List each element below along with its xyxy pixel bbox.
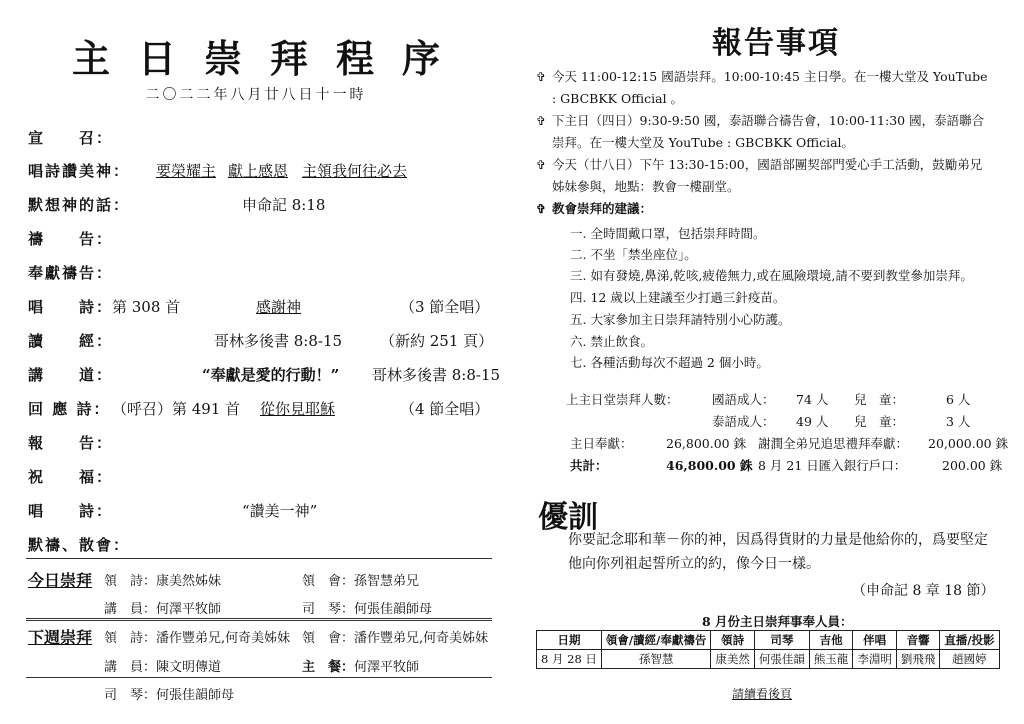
stat-value: 46,800.00 銖 [666,458,753,473]
table-cell: 何張佳韻 [754,650,809,669]
page-note: （新約 251 頁） [380,332,494,350]
program-item-meditation [28,194,498,218]
item-label: 奉獻禱告： [28,264,114,282]
role-person: 潘作豐弟兄,何奇美姊妹 [354,631,489,646]
item-label: 默想神的話： [28,196,131,214]
stat-label: 泰語成人： [712,414,775,429]
item-label: 講 道： [28,366,114,384]
rule-item: 四. 12 歲以上建議至少打過三針疫苗。 [570,290,786,305]
program-item-call [28,127,498,151]
rule-item: 六. 禁止飲食。 [570,334,653,349]
stat-value: 49 人 [796,414,829,429]
next-week-row [28,656,498,678]
divider [26,558,492,559]
motto-title: 優訓 [538,500,598,535]
song-title: 要榮耀主 [156,162,217,180]
duty-heading: 8 月份主日崇拜事奉人員： [702,614,853,629]
cross-icon: ✞ [536,158,547,172]
this-week-row [28,598,498,620]
item-label: 報 告： [28,434,114,452]
item-label: 默禱、散會： [28,536,131,554]
table-row [537,650,1000,669]
rule-item: 二. 不坐「禁坐座位」。 [570,247,697,262]
role-label: 司 琴： [104,688,157,703]
program-item-praise [28,160,498,184]
table-cell: 劉飛飛 [896,650,940,669]
item-label: 宣 召： [28,129,114,147]
table-header: 音響 [896,631,940,650]
motto-verse: 你要記念耶和華－你的神，因爲得貨財的力量是他給你的，爲要堅定他向你列祖起誓所立的約，像今日一樣。 [568,532,988,572]
item-label: 祝 福： [28,468,114,486]
item-label: 禱 告： [28,230,114,248]
verse-note: （3 節全唱） [400,298,490,316]
cross-icon: ✞ [536,114,547,128]
song-title: 從你見耶穌 [260,400,336,418]
item-label: 讀 經： [28,332,114,350]
notice-item [536,66,992,110]
item-label: 唱 詩： [28,298,114,316]
stat-value: 3 人 [946,414,971,429]
scripture-ref: 哥林多後書 8:8-15 [214,332,343,350]
role-person: 何張佳韻師母 [156,688,235,703]
continue-note: 請續看後頁 [732,687,793,701]
stat-label: 謝潤全弟兄追思禮拜奉獻： [758,436,909,451]
divider [26,677,492,678]
hymn-number: （呼召）第 491 首 [112,400,241,418]
stat-value: 20,000.00 銖 [928,436,1009,451]
table-header: 司琴 [754,631,809,650]
stat-label: 8 月 21 日匯入銀行戶口： [758,458,907,473]
program-title: 主日崇拜程序 [71,36,468,81]
next-week-row [28,627,498,649]
item-label: 唱 詩： [28,502,114,520]
table-header: 伴唱 [853,631,897,650]
next-week-title: 下週崇拜 [28,628,93,647]
program-item-sermon [28,364,501,388]
role-person: 康美然姊妹 [156,574,222,589]
stat-value: 6 人 [946,392,971,407]
verse-note: （4 節全唱） [400,400,490,418]
table-cell: 孫智慧 [601,650,710,669]
song-title: 感謝神 [256,298,302,316]
table-cell: 8 月 28 日 [537,650,602,669]
role-person: 潘作豐弟兄,何奇美姊妹 [156,631,291,646]
notices-panel [512,0,1024,724]
stat-label: 國語成人： [712,392,775,407]
stat-value: 74 人 [796,392,829,407]
program-item-blessing [28,466,498,490]
role-person: 陳文明傳道 [156,660,222,675]
role-label: 領 詩： [104,574,157,589]
role-person: 何澤平牧師 [156,602,222,617]
program-item-prayer [28,228,498,252]
table-header: 日期 [537,631,602,650]
rules-title: 教會崇拜的建議： [552,201,653,216]
stat-label: 共計： [570,458,608,473]
next-week-row [28,684,498,706]
role-label: 領 會： [302,574,355,589]
stat-value: 26,800.00 銖 [666,436,747,451]
scripture-ref: 申命記 8:18 [242,196,326,214]
song-title: 主領我何往必去 [302,162,408,180]
role-person: 何張佳韻師母 [354,602,433,617]
duty-table [536,630,1000,669]
this-week-title: 今日崇拜 [28,571,93,590]
duty-header-row [537,631,1000,650]
double-divider [26,618,492,621]
item-label: 唱詩讚美神： [28,162,131,180]
table-header: 領詩 [711,631,755,650]
table-cell: 康美然 [711,650,755,669]
item-label: 回 應 詩： [28,400,111,418]
notice-text: 今天 11:00-12:15 國語崇拜。10:00-10:45 主日學。在一樓大堂及 YouTube : GBCBKK Official 。 [552,69,988,106]
song-title: 獻上感恩 [228,162,289,180]
table-cell: 趙國婷 [940,650,999,669]
attendance-label: 上主日堂崇拜人數： [566,392,679,407]
rule-item: 七. 各種活動每次不超過 2 個小時。 [570,355,769,370]
rules-heading [536,198,992,220]
stat-value: 200.00 銖 [942,458,1003,473]
rule-item: 五. 大家參加主日崇拜請特別小心防護。 [570,312,791,327]
role-person: 孫智慧弟兄 [354,574,420,589]
table-cell: 熊玉龍 [809,650,853,669]
service-date: 二〇二二年八月廿八日十一時 [145,87,367,103]
song-title: “讚美一神” [242,502,318,520]
program-item-reading [28,330,498,354]
table-header: 領會/讀經/奉獻禱告 [601,631,710,650]
program-item-response [28,398,498,422]
table-cell: 李淵明 [853,650,897,669]
program-item-closing-hymn [28,500,498,524]
stat-label: 主日奉獻： [570,436,633,451]
rule-item: 一. 全時間戴口罩，包括崇拜時間。 [570,226,766,241]
rule-item: 三. 如有發燒,鼻涕,乾咳,疲倦無力,或在風險環境,請不要到教堂參加崇拜。 [570,268,973,283]
role-label: 講 員： [104,660,157,675]
stat-label: 兒 童： [854,392,905,407]
stat-label: 兒 童： [854,414,905,429]
program-item-announcements [28,432,498,456]
hymn-number: 第 308 首 [112,298,181,316]
role-label: 司 琴： [302,602,355,617]
table-header: 直播/投影 [940,631,999,650]
role-label: 講 員： [104,602,157,617]
role-label: 領 會： [302,631,355,646]
notices-title: 報告事項 [712,26,840,61]
sermon-title: “奉獻是愛的行動！” [202,366,340,384]
cross-icon: ✞ [536,202,547,216]
program-item-hymn [28,296,498,320]
this-week-row [28,570,498,592]
scripture-ref: 哥林多後書 8:8-15 [372,366,501,384]
program-item-offering-prayer [28,262,498,286]
role-label: 主 餐： [302,660,355,675]
role-label: 領 詩： [104,631,157,646]
cross-icon: ✞ [536,70,547,84]
table-header: 吉他 [809,631,853,650]
notice-item [536,154,992,198]
notice-text: 今天（廿八日）下午 13:30-15:00，國語部團契部門愛心手工活動，鼓勵弟兄姊妹參與，地點：教會一樓副堂。 [552,157,983,194]
notice-item [536,110,992,154]
motto-reference: （申命記 8 章 18 節） [852,583,995,599]
program-item-dismissal [28,534,498,558]
role-person: 何澤平牧師 [354,660,420,675]
notice-text: 下主日（四日）9:30-9:50 國，泰語聯合禱告會，10:00-11:30 國，泰語聯合崇拜。在一樓大堂及 YouTube : GBCBKK Official。 [552,113,985,150]
